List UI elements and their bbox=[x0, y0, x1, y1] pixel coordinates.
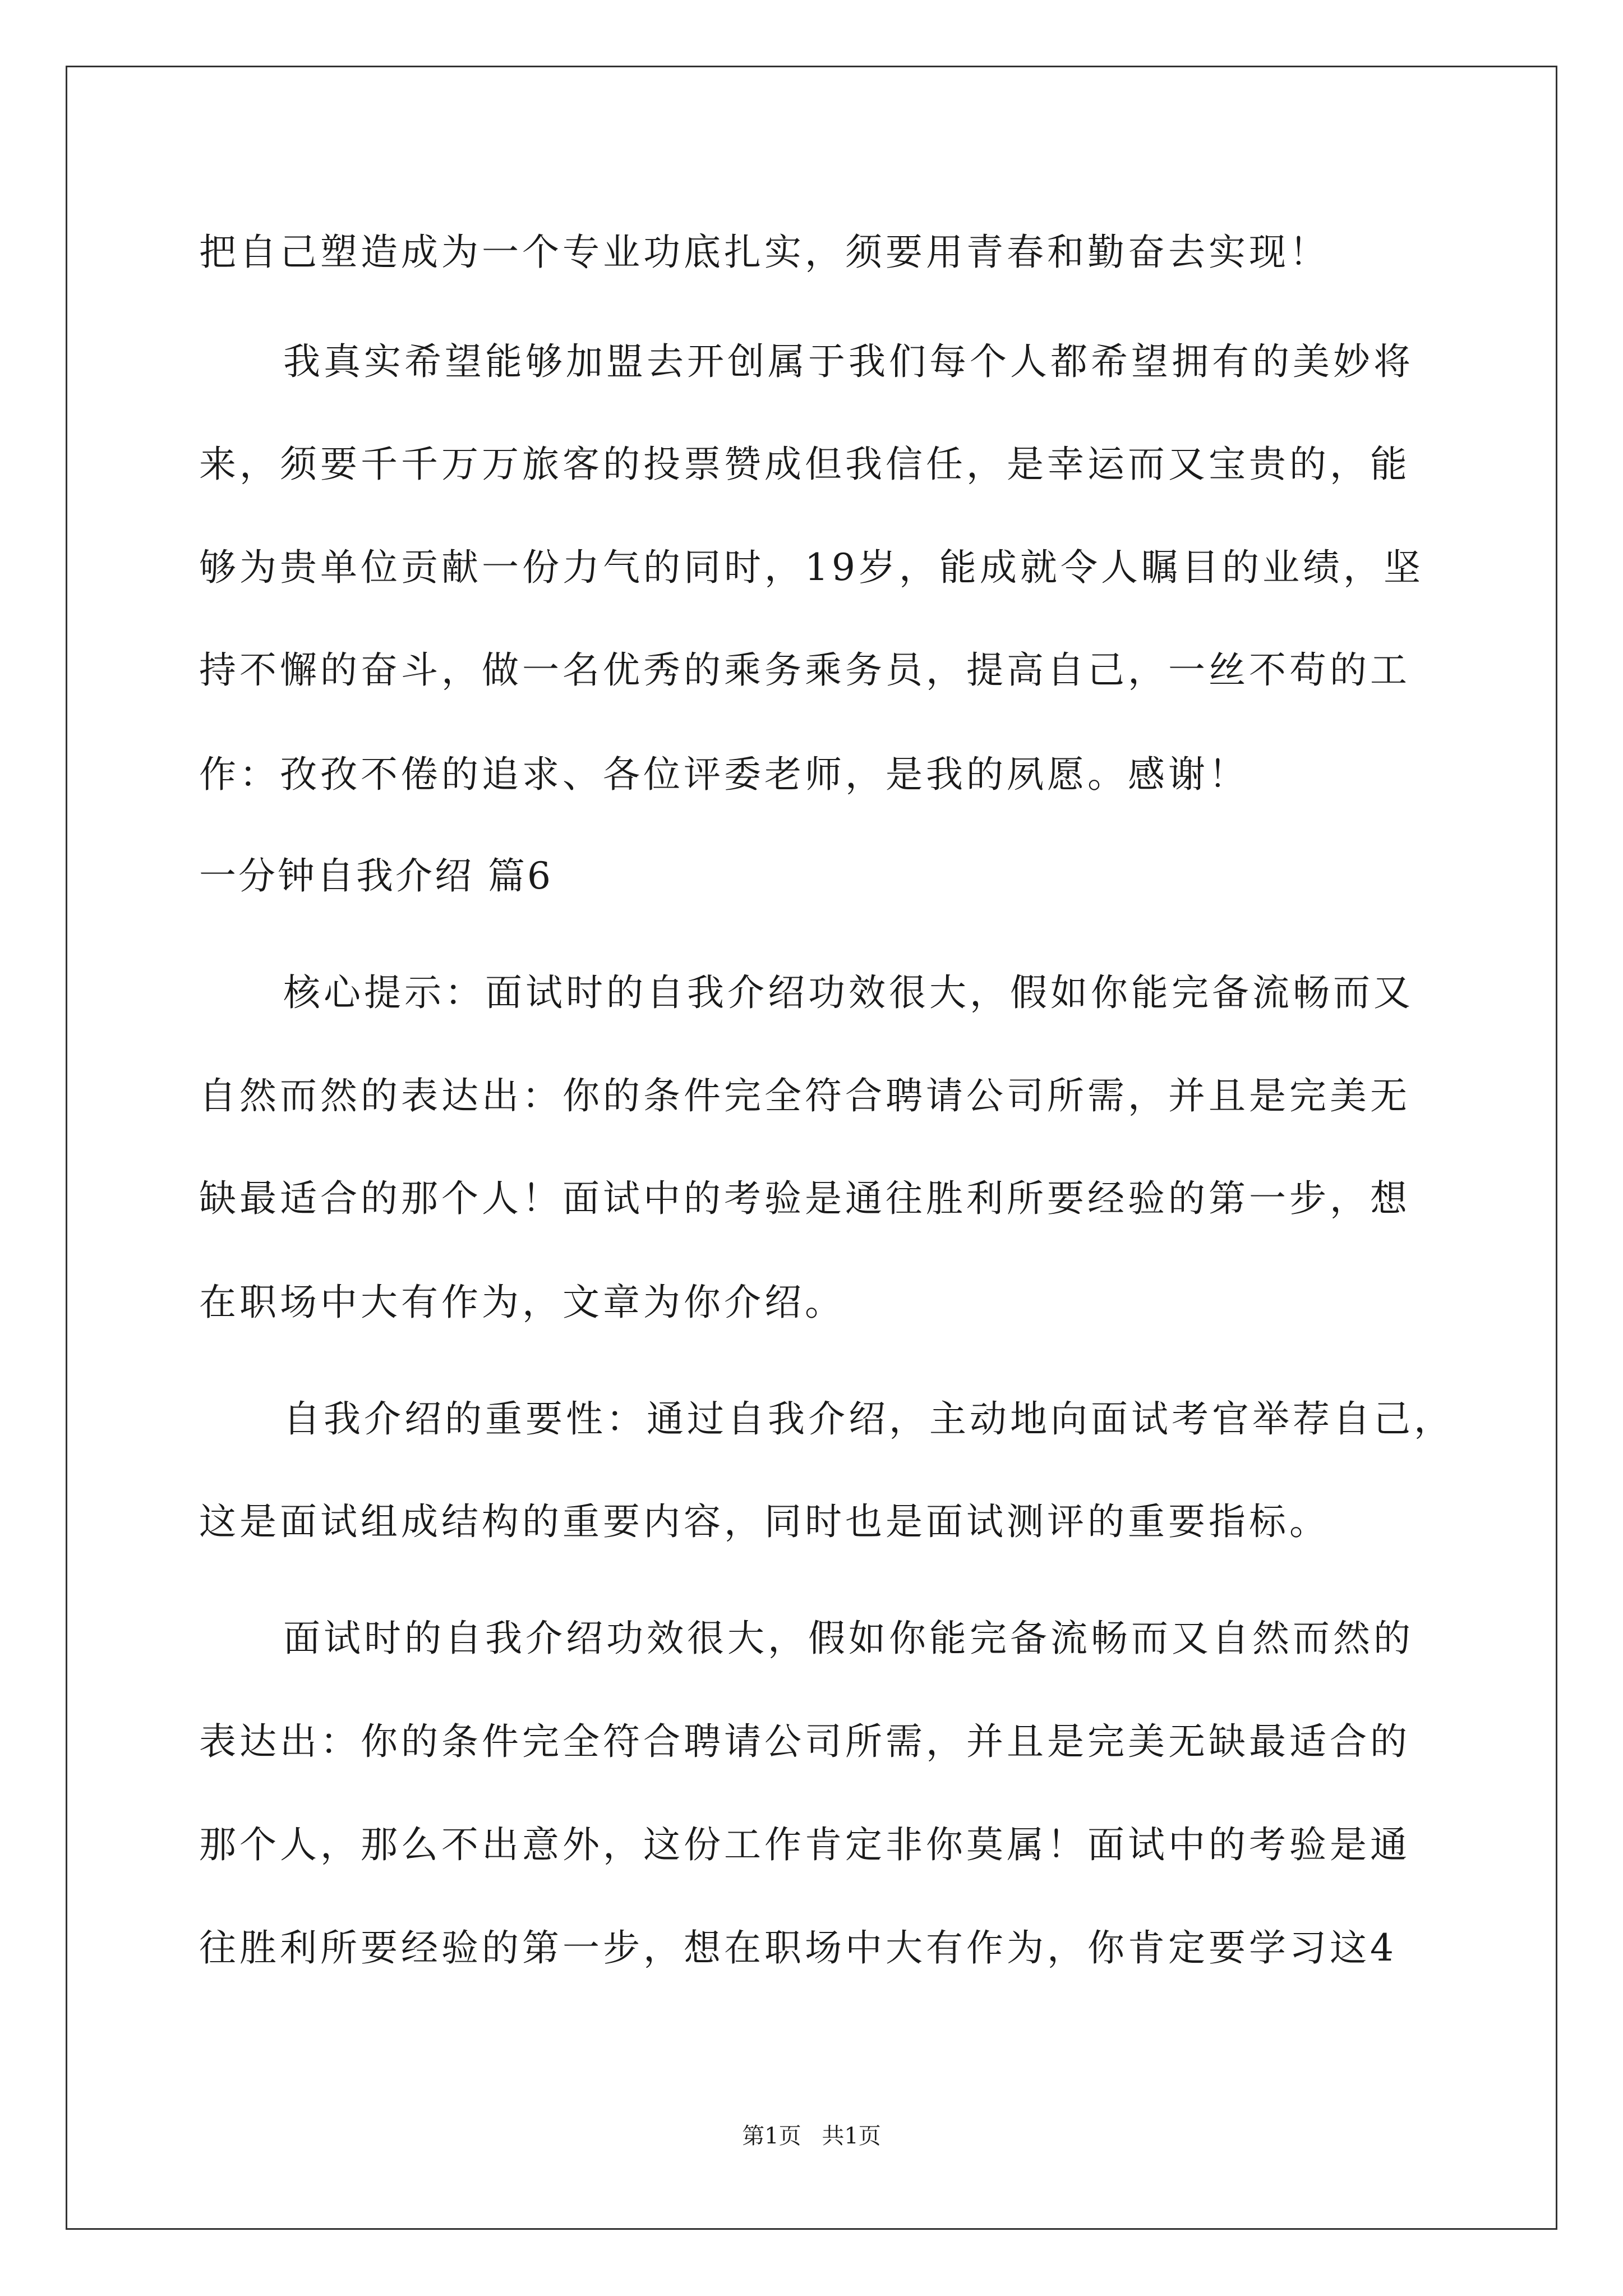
page-total: 共1页 bbox=[822, 2123, 881, 2149]
text-line: 自然而然的表达出：你的条件完全符合聘请公司所需，并且是完美无 bbox=[199, 1074, 1410, 1117]
text-line: 我真实希望能够加盟去开创属于我们每个人都希望拥有的美妙将 bbox=[283, 340, 1414, 383]
text-line: 把自己塑造成为一个专业功底扎实，须要用青春和勤奋去实现！ bbox=[199, 231, 1330, 274]
text-line: 这是面试组成结构的重要内容，同时也是面试测评的重要指标。 bbox=[199, 1500, 1330, 1543]
section-heading: 一分钟自我介绍 篇6 bbox=[199, 854, 553, 898]
page-number: 第1页 bbox=[742, 2123, 801, 2149]
text-line: 自我介绍的重要性：通过自我介绍，主动地向面试考官举荐自己， bbox=[283, 1397, 1454, 1441]
text-line: 在职场中大有作为，文章为你介绍。 bbox=[199, 1281, 845, 1324]
text-line: 够为贵单位贡献一份力气的同时，19岁，能成就令人瞩目的业绩，坚 bbox=[199, 546, 1424, 589]
text-line: 那个人，那么不出意外，这份工作肯定非你莫属！面试中的考验是通 bbox=[199, 1823, 1410, 1866]
text-line: 核心提示：面试时的自我介绍功效很大，假如你能完备流畅而又 bbox=[283, 971, 1414, 1014]
text-line: 往胜利所要经验的第一步，想在职场中大有作为，你肯定要学习这4 bbox=[199, 1926, 1397, 1970]
text-line: 缺最适合的那个人！面试中的考验是通往胜利所要经验的第一步，想 bbox=[199, 1177, 1410, 1220]
text-line: 来，须要千千万万旅客的投票赞成但我信任，是幸运而又宝贵的，能 bbox=[199, 443, 1410, 486]
text-line: 作：孜孜不倦的追求、各位评委老师，是我的夙愿。感谢！ bbox=[199, 753, 1249, 796]
page-border bbox=[66, 66, 1557, 2230]
text-line: 持不懈的奋斗，做一名优秀的乘务乘务员，提高自己，一丝不苟的工 bbox=[199, 648, 1410, 692]
page-footer bbox=[0, 2119, 1623, 2153]
text-line: 面试时的自我介绍功效很大，假如你能完备流畅而又自然而然的 bbox=[283, 1617, 1414, 1660]
text-line: 表达出：你的条件完全符合聘请公司所需，并且是完美无缺最适合的 bbox=[199, 1720, 1410, 1763]
